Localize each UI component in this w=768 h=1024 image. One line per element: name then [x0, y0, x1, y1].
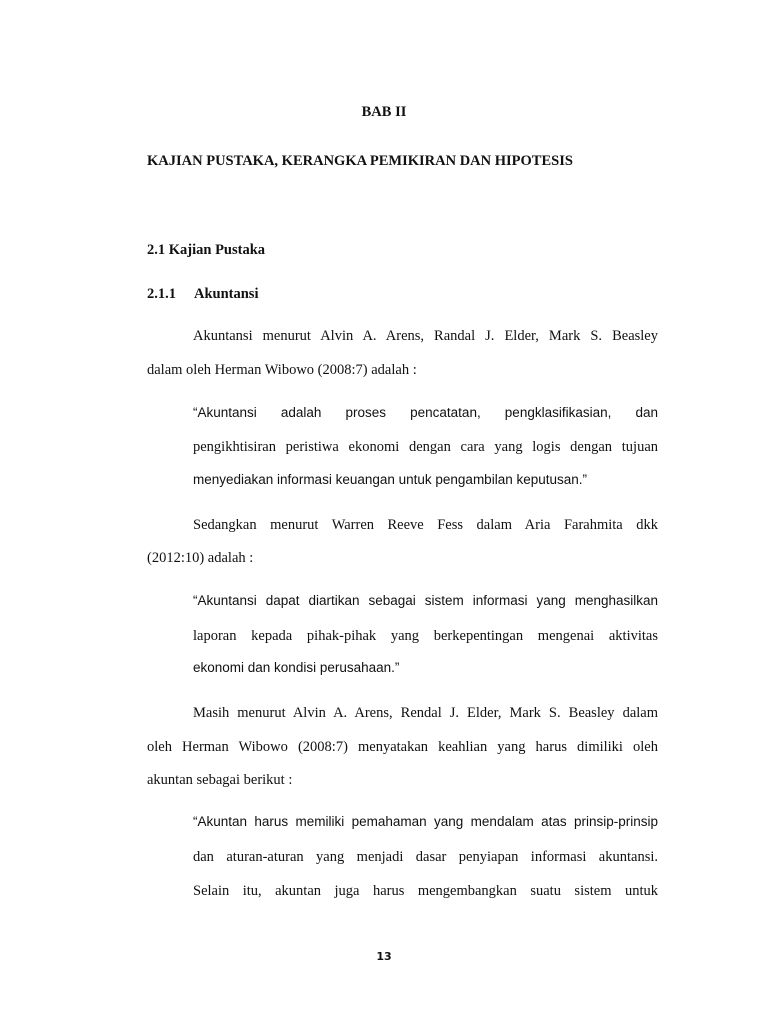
quote-line: Selain itu, akuntan juga harus mengembangkan suatu sistem untuk	[193, 883, 658, 899]
section-heading: 2.1 Kajian Pustaka	[147, 242, 266, 258]
quote-line: ekonomi dan kondisi perusahaan.”	[193, 660, 400, 675]
paragraph-line: (2012:10) adalah :	[147, 550, 254, 566]
subsection-number: 2.1.1	[147, 286, 176, 302]
quote-line: dan aturan-aturan yang menjadi dasar penyiapan informasi akuntansi.	[193, 849, 658, 865]
quote-line: “Akuntansi dapat diartikan sebagai sistem informasi yang menghasilkan	[193, 593, 658, 608]
paragraph-line: dalam oleh Herman Wibowo (2008:7) adalah :	[147, 362, 417, 378]
page-number: 13	[376, 950, 392, 963]
paragraph-line: oleh Herman Wibowo (2008:7) menyatakan keahlian yang harus dimiliki oleh	[147, 739, 658, 755]
subsection-title: Akuntansi	[194, 286, 259, 302]
paragraph-line: akuntan sebagai berikut :	[147, 772, 293, 788]
chapter-heading: BAB II	[361, 104, 407, 120]
quote-line: “Akuntan harus memiliki pemahaman yang mendalam atas prinsip-prinsip	[193, 814, 658, 829]
paragraph-line: Sedangkan menurut Warren Reeve Fess dalam Aria Farahmita dkk	[193, 517, 658, 533]
quote-line: menyediakan informasi keuangan untuk pengambilan keputusan.”	[193, 472, 588, 487]
paragraph-line: Masih menurut Alvin A. Arens, Rendal J. Elder, Mark S. Beasley dalam	[193, 705, 658, 721]
quote-line: pengikhtisiran peristiwa ekonomi dengan cara yang logis dengan tujuan	[193, 439, 658, 455]
chapter-title: KAJIAN PUSTAKA, KERANGKA PEMIKIRAN DAN HIPOTESIS	[147, 153, 573, 169]
paragraph-line: Akuntansi menurut Alvin A. Arens, Randal J. Elder, Mark S. Beasley	[193, 328, 658, 344]
quote-line: “Akuntansi adalah proses pencatatan, pengklasifikasian, dan	[193, 405, 658, 420]
quote-line: laporan kepada pihak-pihak yang berkepentingan mengenai aktivitas	[193, 628, 658, 644]
